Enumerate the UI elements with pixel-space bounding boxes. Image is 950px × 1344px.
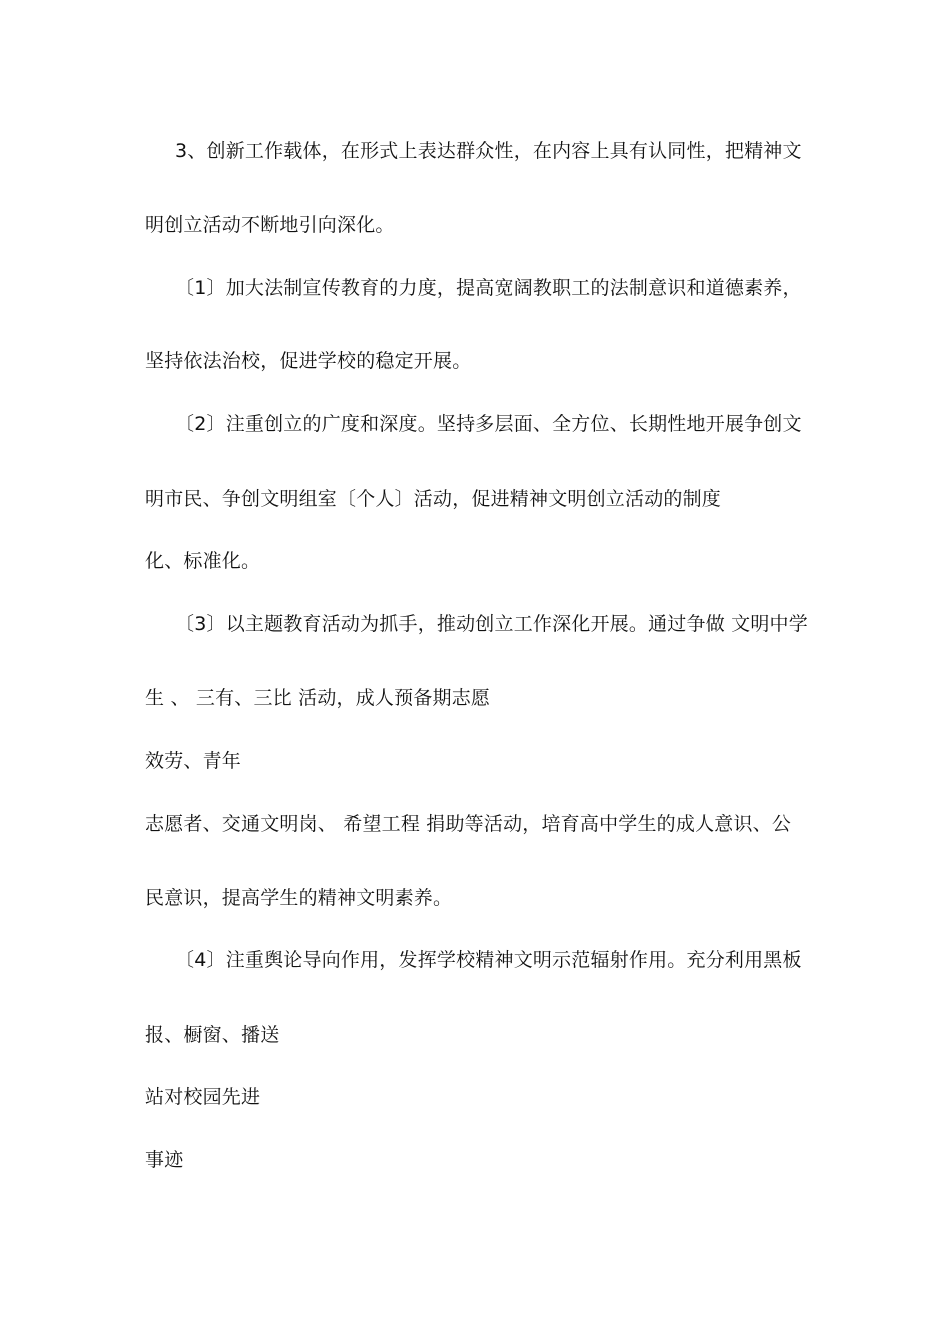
item-4-line-4: 事迹 (145, 1149, 184, 1171)
item-1-line-2: 坚持依法治校，促进学校的稳定开展。 (145, 350, 472, 372)
item-1-line-1: 〔1〕加大法制宣传教育的力度，提高宽阔教职工的法制意识和道德素养， (175, 277, 802, 299)
item-3-line-4: 志愿者、交通文明岗、 希望工程 捐助等活动，培育高中学生的成人意识、公 (145, 813, 792, 835)
item-4-line-2: 报、橱窗、播送 (145, 1024, 280, 1046)
item-4-line-3: 站对校园先进 (145, 1086, 261, 1108)
item-3-line-2: 生 、 三有、三比 活动，成人预备期志愿 (145, 687, 491, 709)
item-3-line-3: 效劳、青年 (145, 750, 242, 772)
item-2-line-2: 明市民、争创文明组室〔个人〕活动，促进精神文明创立活动的制度 (145, 488, 722, 510)
paragraph-3-line-2: 明创立活动不断地引向深化。 (145, 214, 395, 236)
item-3-line-1: 〔3〕以主题教育活动为抓手，推动创立工作深化开展。通过争做 文明中学 (175, 613, 808, 635)
paragraph-3-line-1: 3、创新工作载体，在形式上表达群众性，在内容上具有认同性，把精神文 (175, 140, 802, 162)
item-2-line-1: 〔2〕注重创立的广度和深度。坚持多层面、全方位、长期性地开展争创文 (175, 413, 802, 435)
item-4-line-1: 〔4〕注重舆论导向作用，发挥学校精神文明示范辐射作用。充分利用黑板 (175, 949, 802, 971)
item-3-line-5: 民意识，提高学生的精神文明素养。 (145, 887, 453, 909)
item-2-line-3: 化、标准化。 (145, 550, 261, 572)
